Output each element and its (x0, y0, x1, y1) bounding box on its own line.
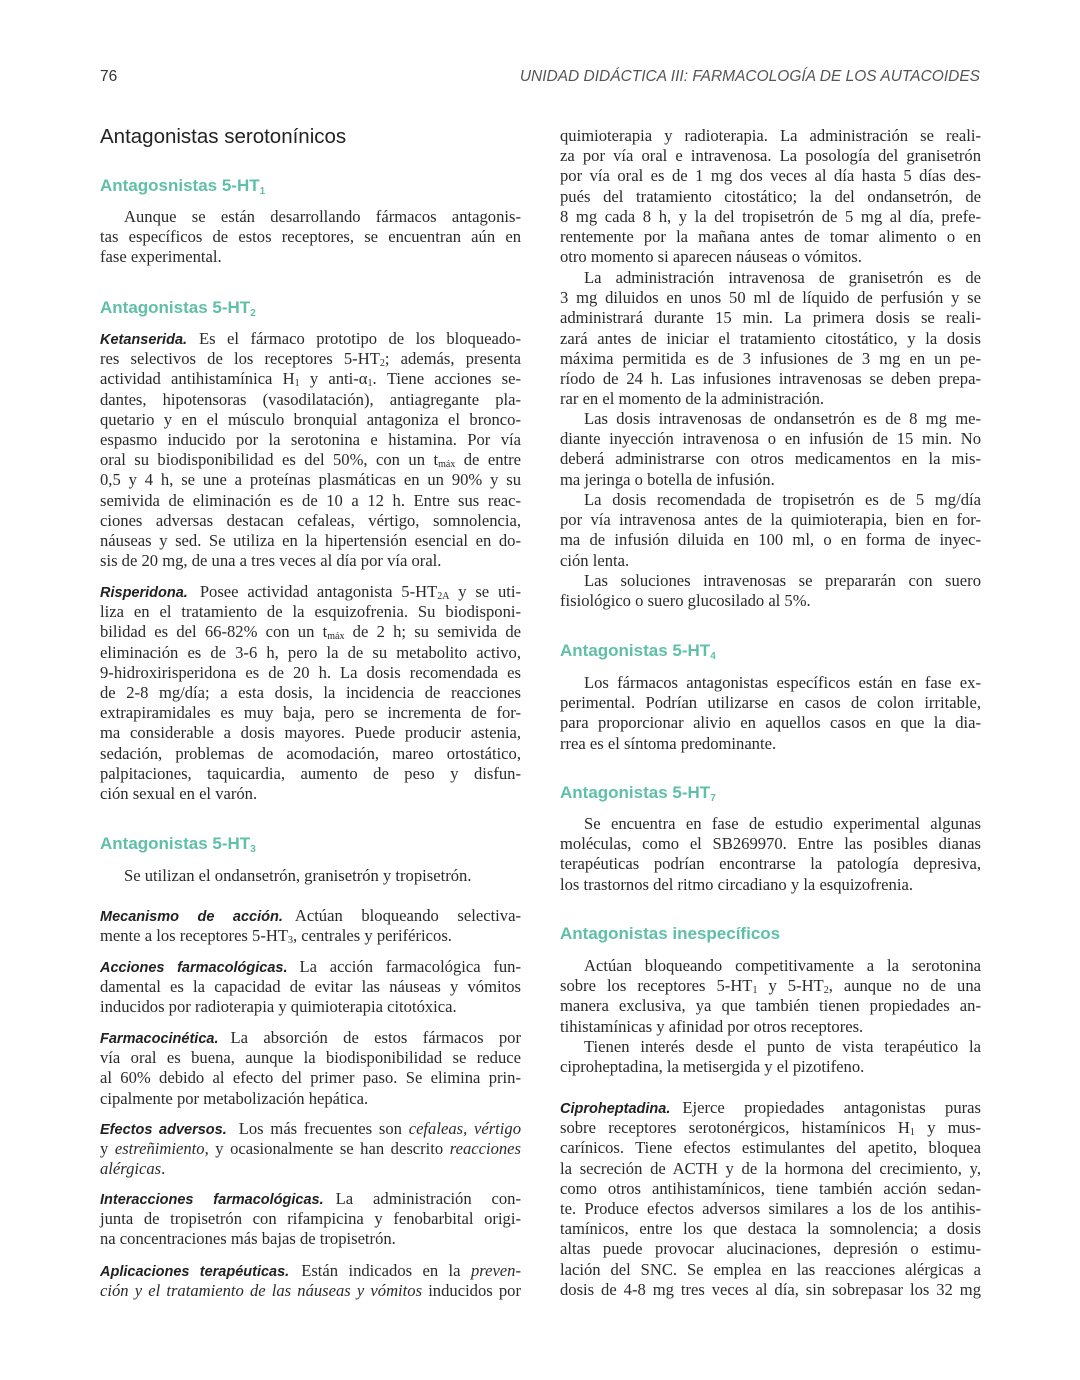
text-line: manera exclusiva, ya que también tienen propiedades an- (560, 996, 981, 1016)
text-line: ciproheptadina, la metisergida y el pizotifeno. (560, 1057, 865, 1077)
text-line: Interacciones farmacológicas. La administración con- (100, 1189, 522, 1208)
subscript: 1 (294, 378, 300, 390)
heading-text: Antagonistas serotonínicos (100, 125, 347, 148)
subscript: 1 (752, 985, 758, 997)
subsection-heading (560, 640, 981, 668)
section-title (100, 125, 521, 149)
italic-text: preven- (470, 1261, 521, 1280)
text-line: dosis de 4-8 mg tres veces al día, sin sobrepasar los 32 mg (560, 1279, 981, 1299)
text-line: para proporcionar alivio en aquellos casos en que la dia- (560, 713, 981, 733)
text-line: 3 mg diluidos en unos 50 ml de líquido de perfusión y se (560, 288, 981, 308)
text-line: cipalmente por metabolización hepática. (100, 1088, 369, 1108)
text-line: tamínicos, entre los que destaca la somnolencia; a dosis (560, 1219, 981, 1239)
text-line: ciones adversas destacan cefaleas, vértigo, somnolencia, (100, 510, 521, 530)
paragraph (560, 268, 981, 409)
text-line: tihistamínicas y afinidad por otros receptores. (560, 1016, 864, 1036)
run-in-heading: Ketanserida. (100, 332, 188, 348)
text-line: actividad antihistamínica $H_1$ y anti-$\alpha_1$. Tiene acciones se- (100, 369, 521, 390)
text-line: rentemente por la mañana antes de tomar alimento o en (560, 226, 981, 246)
text-line: res selectivos de los receptores $5-HT_2$; además, presenta (100, 349, 521, 370)
paragraph (100, 329, 521, 571)
heading-subscript: 4 (710, 651, 716, 662)
text-line: otro momento si aparecen náuseas o vómitos. (560, 247, 862, 267)
text-line: la secreción de ACTH y de la hormona del crecimiento, y, (560, 1158, 981, 1178)
subscript: 2 (379, 358, 385, 370)
text-line: liza en el tratamiento de la esquizofrenia. Su biodisponi- (100, 602, 521, 622)
text-line: mente a los receptores $5-HT_3$, centrales y periféricos. (100, 926, 452, 947)
text-line: Se encuentra en fase de estudio experimental algunas (584, 814, 981, 833)
text-line: Los fármacos antagonistas específicos están en fase ex- (584, 673, 981, 692)
subscript: 3 (287, 935, 293, 947)
run-in-heading: Acciones farmacológicas. (100, 960, 288, 976)
text-line: por vía oral es de 1 mg dos veces al día hasta 5 días des- (560, 166, 981, 186)
paragraph (560, 956, 981, 1037)
text-line: máxima permitida es de 3 infusiones de 3 mg en un pe- (560, 348, 981, 368)
text-line: Mecanismo de acción. Actúan bloqueando selectiva- (100, 906, 521, 925)
text-line: ma de infusión diluida en 100 ml, o en forma de inyec- (560, 530, 981, 550)
text-line: Ciproheptadina. Ejerce propiedades antagonistas puras (560, 1098, 981, 1117)
text-line: fase experimental. (100, 247, 222, 267)
text-line: Actúan bloqueando competitivamente a la serotonina (584, 956, 981, 975)
italic-text: alérgicas (100, 1159, 162, 1179)
text-line: Farmacocinética. La absorción de estos fármacos por (100, 1028, 521, 1047)
subscript: 2A (437, 591, 450, 602)
subsection-heading (100, 175, 521, 203)
text-line: ma considerable a dosis mayores. Puede producir astenia, (100, 723, 521, 743)
text-line: al 60% debido al efecto del primer paso. Se elimina prin- (100, 1068, 521, 1088)
text-line: sobre los receptores $5-HT_1$ y $5-HT_2$, aunque no de una (560, 976, 981, 997)
text-line: za por vía oral e intravenosa. La posología del granisetrón (560, 146, 981, 166)
heading-text: Antagosnistas 5-HT (100, 176, 260, 195)
paragraph (560, 409, 981, 490)
text-line: ríodo de 24 h. Las infusiones intravenosas se deben prepa- (560, 368, 981, 388)
text-line: Aplicaciones terapéuticas. Están indicados en la preven- (100, 1261, 521, 1280)
text-line: ma jeringa o botella de infusión. (560, 469, 775, 489)
paragraph (560, 126, 981, 267)
paragraph (560, 490, 981, 571)
running-head: UNIDAD DIDÁCTICA III: FARMACOLOGÍA DE LOS AUTACOIDES (519, 68, 980, 85)
heading-subscript: 1 (259, 186, 266, 197)
subscript: 1 (909, 1127, 915, 1139)
text-line: como otros antihistamínicos, tiene también acción sedan- (560, 1178, 981, 1198)
heading-subscript: 7 (710, 793, 716, 804)
subsection-heading (100, 833, 521, 861)
paragraph (560, 673, 981, 754)
subsection-heading (560, 923, 981, 945)
text-line: Ketanserida. Es el fármaco prototipo de los bloqueado- (100, 329, 521, 348)
paragraph (100, 866, 521, 886)
text-line: Las dosis intravenosas de ondansetrón es de 8 mg me- (584, 409, 981, 428)
text-line: quetario y en el músculo bronquial antagoniza el bronco- (100, 409, 521, 429)
text-line: lación del SNC. Se emplea en las reacciones alérgicas a (560, 1259, 981, 1279)
text-line: rar en el momento de la administración. (560, 389, 825, 409)
text-line: de 2-8 mg/día; a esta dosis, la incidencia de reacciones (100, 682, 521, 702)
page-number: 76 (100, 68, 118, 85)
text-line: administrará durante 15 min. La primera dosis se reali- (560, 308, 981, 328)
paragraph (100, 957, 521, 1018)
text-line: náuseas y sed. Se utiliza en la hipertensión esencial en do- (100, 530, 521, 550)
text-line: La administración intravenosa de granisetrón es de (584, 268, 981, 287)
run-in-heading: Aplicaciones terapéuticas. (100, 1264, 290, 1280)
text-line: Aunque se están desarrollando fármacos antagonis- (124, 207, 521, 226)
text-line: quimioterapia y radioterapia. La administración se reali- (560, 126, 981, 145)
text-line: y estreñimiento, y ocasionalmente se han descrito reacciones (100, 1139, 521, 1159)
italic-text: reacciones (449, 1139, 521, 1159)
heading-text: Antagonistas 5-HT (100, 834, 251, 853)
text-line: damental es la capacidad de evitar las náuseas y vómitos (100, 977, 521, 997)
heading-text: Antagonistas 5-HT (100, 298, 251, 317)
text-line: carínicos. Tiene efectos estimulantes del apetito, bloquea (560, 1138, 981, 1158)
heading-subscript: 3 (250, 844, 256, 855)
heading-text: Antagonistas 5-HT (560, 641, 711, 660)
text-line: sedación, problemas de acomodación, mareo ortostático, (100, 743, 521, 763)
text-line: altas puede provocar alucinaciones, depresión o estimu- (560, 1239, 981, 1259)
text-line: alérgicas. (100, 1159, 166, 1179)
run-in-heading: Farmacocinética. (100, 1031, 219, 1047)
text-line: inducidos por radioterapia y quimioterapia citotóxica. (100, 997, 457, 1017)
paragraph (100, 1119, 521, 1180)
text-line: espasmo inducido por la serotonina e histamina. Por vía (100, 429, 521, 449)
text-line: 8 mg cada 8 h, y la del tropisetrón de 5 mg al día, prefe- (560, 206, 981, 226)
heading-text: Antagonistas 5-HT (560, 783, 711, 802)
text-line: eliminación es de 3-6 h, pero la de su metabolito activo, (100, 642, 521, 662)
run-in-heading: Risperidona. (100, 585, 188, 601)
text-line: oral su biodisponibilidad es del 50%, con un $t_{máx}$ de entre (100, 450, 521, 471)
subscript: 1 (367, 378, 373, 390)
text-line: Se utilizan el ondansetrón, granisetrón y tropisetrón. (124, 866, 472, 885)
text-line: pués del tratamiento citostático; la del ondansetrón, de (560, 186, 981, 206)
text-line: moléculas, como el SB269970. Entre las posibles dianas (560, 834, 981, 854)
text-line: 0,5 y 4 h, se une a proteínas plasmáticas en un 90% y su (100, 470, 521, 490)
paragraph (560, 814, 981, 895)
text-line: Tienen interés desde el punto de vista terapéutico la (584, 1037, 981, 1056)
text-line: Acciones farmacológicas. La acción farmacológica fun- (100, 957, 521, 976)
italic-text: estreñimiento (114, 1139, 205, 1159)
subsection-heading (100, 297, 521, 325)
text-line: ción y el tratamiento de las náuseas y vómitos inducidos por (100, 1281, 521, 1301)
italic-text: cefaleas, vértigo (408, 1119, 521, 1138)
text-line: na concentraciones más bajas de tropisetrón. (100, 1229, 396, 1249)
paragraph (560, 1098, 981, 1300)
text-line: zará antes de iniciar el tratamiento citostático, y la dosis (560, 328, 981, 348)
subscript: 2 (823, 985, 829, 997)
text-line: tas específicos de estos receptores, se encuentran aún en (100, 227, 521, 247)
run-in-heading: Mecanismo de acción. (100, 909, 283, 925)
subsection-heading (560, 782, 981, 810)
text-line: dantes, hipotensoras (vasodilatación), antiagregante pla- (100, 389, 521, 409)
paragraph (100, 906, 521, 946)
paragraph (100, 207, 521, 268)
text-line: semivida de eliminación es de 10 a 12 h. Entre sus reac- (100, 490, 521, 510)
paragraph (560, 571, 981, 611)
text-line: La dosis recomendada de tropisetrón es de 5 mg/día (584, 490, 981, 509)
text-line: ción lenta. (560, 550, 630, 570)
text-line: 9-hidroxirisperidona es de 20 h. La dosis recomendada es (100, 662, 521, 682)
text-line: palpitaciones, taquicardia, aumento de peso y disfun- (100, 763, 521, 783)
text-line: los trastornos del ritmo circadiano y la esquizofrenia. (560, 874, 913, 894)
text-line: terapéuticas podrían encontrarse la patología depresiva, (560, 854, 981, 874)
paragraph (100, 1189, 521, 1250)
text-line: fisiológico o suero glucosilado al 5%. (560, 591, 811, 611)
paragraph (100, 1261, 521, 1301)
heading-subscript: 2 (250, 308, 256, 319)
run-in-heading: Ciproheptadina. (560, 1101, 671, 1117)
text-line: Efectos adversos. Los más frecuentes son cefaleas, vértigo (100, 1119, 521, 1138)
text-line: bilidad es del 66-82% con un $t_{máx}$ de 2 h; su semivida de (100, 622, 521, 643)
italic-text: ción y el tratamiento de las náuseas y vómitos (100, 1281, 423, 1301)
text-line: rrea es el síntoma predominante. (560, 733, 777, 753)
text-line: vía oral es buena, aunque la biodisponibilidad se reduce (100, 1048, 521, 1068)
text-line: sobre receptores serotonérgicos, histamínicos $H_1$ y mus- (560, 1118, 981, 1139)
text-line: perimental. Podrían utilizarse en casos de colon irritable, (560, 693, 981, 713)
paragraph (560, 1037, 981, 1077)
text-line: sis de 20 mg, de una a tres veces al día por vía oral. (100, 551, 442, 571)
text-line: Las soluciones intravenosas se prepararán con suero (584, 571, 981, 590)
text-line: junta de tropisetrón con rifampicina y fenobarbital origi- (100, 1209, 521, 1229)
text-line: ción sexual en el varón. (100, 783, 258, 803)
heading-text: Antagonistas inespecíficos (560, 924, 781, 943)
text-line: por vía intravenosa antes de la quimioterapia, bien en for- (560, 510, 981, 530)
paragraph (100, 582, 521, 804)
text-line: te. Produce efectos adversos similares a los de los antihis- (560, 1198, 981, 1218)
subscript: máx (438, 459, 456, 471)
text-line: diante inyección intravenosa o en infusión de 15 min. No (560, 429, 981, 449)
run-in-heading: Interacciones farmacológicas. (100, 1192, 324, 1208)
paragraph (100, 1028, 521, 1109)
run-in-heading: Efectos adversos. (100, 1122, 227, 1138)
text-line: deberá administrarse con otros medicamentos en la mis- (560, 449, 981, 469)
subscript: máx (327, 631, 345, 643)
text-line: Risperidona. Posee actividad antagonista $5-HT_{2A}$ y se uti- (100, 582, 521, 602)
text-line: extrapiramidales es muy baja, pero se incrementa de for- (100, 703, 521, 723)
